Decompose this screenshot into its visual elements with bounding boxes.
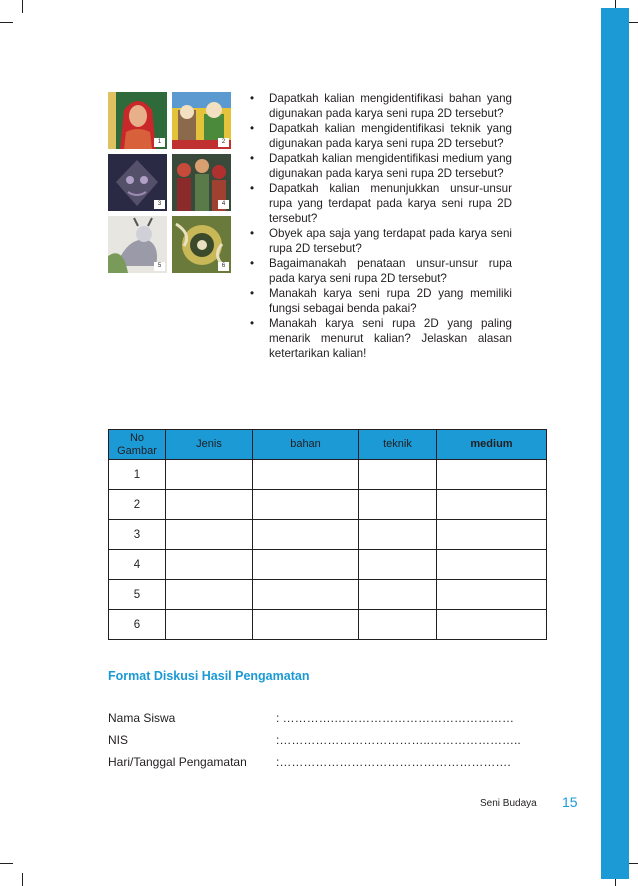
side-color-bar — [601, 8, 629, 879]
table-row — [109, 460, 547, 490]
artwork-number: 4 — [218, 200, 229, 209]
cell-jenis[interactable] — [166, 520, 253, 550]
crop-mark — [22, 873, 23, 886]
crop-mark — [22, 0, 23, 13]
artwork-deer-sketch-icon — [108, 216, 167, 273]
bullet-icon: • — [250, 152, 255, 165]
cell-medium[interactable] — [437, 460, 547, 490]
cell-medium[interactable] — [437, 550, 547, 580]
question-item — [250, 181, 512, 226]
artwork-woman-red-veil-icon — [108, 92, 167, 149]
bullet-icon: • — [250, 227, 255, 240]
artwork-number: 6 — [218, 262, 229, 271]
question-text: Dapatkah kalian menunjukkan unsur-unsur rupa yang terdapat pada karya seni rupa 2D tersebut? — [269, 182, 512, 225]
cell-jenis[interactable] — [166, 550, 253, 580]
artwork-number: 3 — [154, 200, 165, 209]
cell-bahan[interactable] — [253, 490, 359, 520]
cell-bahan[interactable] — [253, 580, 359, 610]
row-number: 1 — [109, 460, 166, 490]
cell-teknik[interactable] — [359, 610, 437, 640]
cell-bahan[interactable] — [253, 460, 359, 490]
page-number: 15 — [562, 794, 578, 810]
cell-teknik[interactable] — [359, 490, 437, 520]
question-text: Manakah karya seni rupa 2D yang memiliki fungsi sebagai benda pakai? — [269, 287, 512, 315]
question-item — [250, 256, 512, 286]
artwork-crowd-red-icon — [172, 154, 231, 211]
artwork-number: 5 — [154, 262, 165, 271]
question-item — [250, 286, 512, 316]
question-text: Dapatkah kalian mengidentifikasi bahan yang digunakan pada karya seni rupa 2D tersebut? — [269, 92, 512, 120]
field-label: Nama Siswa — [108, 711, 176, 725]
crop-mark — [0, 863, 13, 864]
artwork-number: 1 — [154, 138, 165, 147]
table-header-row — [109, 430, 547, 460]
cell-bahan[interactable] — [253, 610, 359, 640]
bullet-icon: • — [250, 287, 255, 300]
cell-medium[interactable] — [437, 580, 547, 610]
question-item — [250, 91, 512, 121]
row-number: 3 — [109, 520, 166, 550]
header-medium: medium — [437, 430, 547, 460]
question-item — [250, 226, 512, 256]
artwork-cartoon-figures-icon — [172, 92, 231, 149]
cell-jenis[interactable] — [166, 580, 253, 610]
row-number: 5 — [109, 580, 166, 610]
question-item — [250, 121, 512, 151]
field-blank[interactable]: :…………………………………………………. — [276, 755, 511, 769]
question-text: Dapatkah kalian mengidentifikasi teknik yang digunakan pada karya seni rupa 2D tersebut? — [269, 122, 512, 150]
header-bahan: bahan — [253, 430, 359, 460]
bullet-icon: • — [250, 257, 255, 270]
cell-medium[interactable] — [437, 520, 547, 550]
cell-jenis[interactable] — [166, 490, 253, 520]
artwork-dark-mask-icon — [108, 154, 167, 211]
bullet-icon: • — [250, 92, 255, 105]
field-label: NIS — [108, 733, 129, 747]
bullet-icon: • — [250, 182, 255, 195]
field-label: Hari/Tanggal Pengamatan — [108, 755, 247, 769]
table-row — [109, 610, 547, 640]
question-text: Bagaimanakah penataan unsur-unsur rupa pada karya seni rupa 2D tersebut? — [269, 257, 512, 285]
cell-teknik[interactable] — [359, 460, 437, 490]
row-number: 4 — [109, 550, 166, 580]
row-number: 6 — [109, 610, 166, 640]
field-blank[interactable]: : ………….……………………………………… — [276, 711, 515, 725]
header-no-gambar: No Gambar — [109, 430, 166, 460]
artwork-swirl-green-icon — [172, 216, 231, 273]
header-jenis: Jenis — [166, 430, 253, 460]
cell-medium[interactable] — [437, 490, 547, 520]
question-text: Manakah karya seni rupa 2D yang paling menarik menurut kalian? Jelaskan alasan ketertarikan kalian! — [269, 317, 512, 360]
question-item — [250, 151, 512, 181]
question-text: Obyek apa saja yang terdapat pada karya seni rupa 2D tersebut? — [269, 227, 512, 255]
question-text: Dapatkah kalian mengidentifikasi medium yang digunakan pada karya seni rupa 2D tersebut? — [269, 152, 512, 180]
discussion-title: Format Diskusi Hasil Pengamatan — [108, 669, 310, 683]
cell-bahan[interactable] — [253, 520, 359, 550]
cell-teknik[interactable] — [359, 580, 437, 610]
table-row — [109, 490, 547, 520]
crop-mark — [0, 22, 13, 23]
book-title: Seni Budaya — [480, 798, 537, 809]
cell-jenis[interactable] — [166, 460, 253, 490]
row-number: 2 — [109, 490, 166, 520]
cell-bahan[interactable] — [253, 550, 359, 580]
bullet-icon: • — [250, 122, 255, 135]
artwork-thumbnail-grid — [108, 92, 233, 275]
cell-jenis[interactable] — [166, 610, 253, 640]
observation-table — [108, 429, 547, 640]
cell-teknik[interactable] — [359, 550, 437, 580]
table-row — [109, 520, 547, 550]
table-row — [109, 550, 547, 580]
cell-teknik[interactable] — [359, 520, 437, 550]
question-list — [250, 91, 512, 361]
table-row — [109, 580, 547, 610]
cell-medium[interactable] — [437, 610, 547, 640]
header-teknik: teknik — [359, 430, 437, 460]
question-item — [250, 316, 512, 361]
artwork-number: 2 — [218, 138, 229, 147]
field-blank[interactable]: :………………………………..………………….. — [276, 733, 521, 747]
bullet-icon: • — [250, 317, 255, 330]
